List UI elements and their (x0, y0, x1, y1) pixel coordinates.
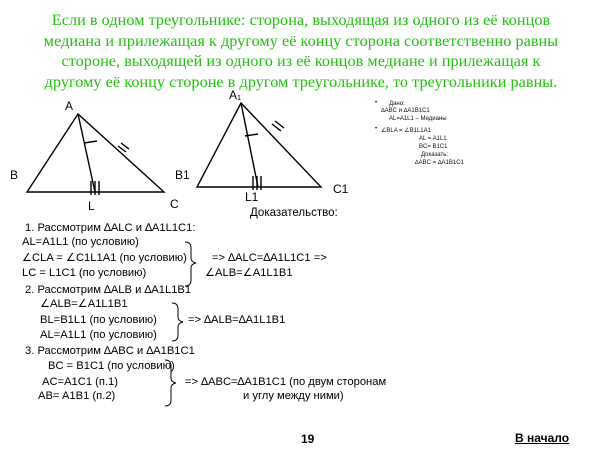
proof-line: BL=B1L1 (по условию) (40, 314, 157, 326)
proof-line: AC=A1C1 (п.1) (42, 376, 119, 388)
given-line: ∆ABC = ∆A1B1C1 (415, 160, 464, 166)
vertex-label-b1: B1 (175, 168, 190, 182)
proof-line: AL=A1L1 (по условию) (22, 236, 139, 248)
proof-heading: Доказательство: (250, 207, 338, 219)
given-line: AL=A1L1 – Медианы (389, 116, 447, 122)
proof-line: => ∆ABC=∆A1B1C1 (по двум сторонам (185, 376, 387, 388)
tick-ac-2 (121, 143, 129, 149)
triangle-a1b1c1-outline (197, 103, 321, 187)
prove-heading: Доказать: (421, 152, 448, 158)
theorem-line: Если в одном треугольнике: сторона, выходящая из одного из её концов (51, 11, 551, 29)
theorem-line: медиана и прилежащая к другому её концу сторона соответственно равны (43, 31, 559, 50)
vertex-label-c: C (170, 197, 179, 211)
vertex-label-a1: A₁ (229, 88, 242, 102)
proof-line: => ∆ALB=∆A1L1B1 (188, 314, 286, 326)
home-link[interactable]: В начало (515, 431, 570, 445)
theorem-line: другому её концу стороне в другом треугольнике, то треугольники равны. (44, 72, 558, 91)
given-line: ∠BLA = ∠B1L1A1 (381, 128, 431, 134)
proof-line: BC = B1C1 (по условию) (48, 360, 175, 372)
median-al (78, 114, 95, 192)
bullet-icon: • (375, 126, 378, 132)
proof-line: 3. Рассмотрим ∆ABC и ∆A1B1C1 (25, 345, 195, 357)
brace-2 (172, 303, 183, 341)
tick-al (84, 141, 97, 143)
triangle-a1b1c1 (197, 103, 321, 190)
theorem-line: стороне, выходящей из одного из её концов медиане и прилежащая к (61, 52, 541, 70)
proof-line: AL=A1L1 (по условию) (40, 329, 157, 341)
proof-line: => ∆ALC=∆A1L1C1 => (212, 252, 327, 264)
vertex-label-b: B (10, 168, 19, 182)
given-line: BC= B1C1 (419, 144, 448, 150)
triangle-abc-outline (27, 114, 164, 192)
vertex-label-l: L (88, 199, 95, 213)
vertex-label-c1: C1 (333, 182, 349, 196)
proof-line: LC = L1C1 (по условию) (22, 267, 147, 279)
proof-line: и углу между ними) (243, 390, 344, 402)
page-number: 19 (301, 432, 315, 446)
given-line: AL = A1L1 (419, 136, 447, 142)
proof-line: 2. Рассмотрим ∆ALB и ∆A1L1B1 (25, 284, 192, 296)
vertex-label-a: A (65, 99, 74, 113)
given-line: ∆ABC и ∆A1B1C1 (381, 108, 430, 114)
given-heading: Дано: (389, 101, 405, 107)
bullet-icon: • (375, 100, 378, 106)
proof-line: ∠CLA = ∠C1L1A1 (по условию) (22, 252, 187, 264)
median-a1l1 (241, 103, 258, 187)
triangle-abc (27, 114, 164, 195)
proof-line: ∠ALB=∠A1L1B1 (40, 298, 128, 310)
proof-line: AB= A1B1 (п.2) (38, 390, 116, 402)
proof-line: ∠ALB=∠A1L1B1 (205, 267, 293, 279)
proof-line: 1. Рассмотрим ∆ALC и ∆A1L1C1: (25, 222, 196, 234)
vertex-label-l1: L1 (245, 190, 259, 204)
